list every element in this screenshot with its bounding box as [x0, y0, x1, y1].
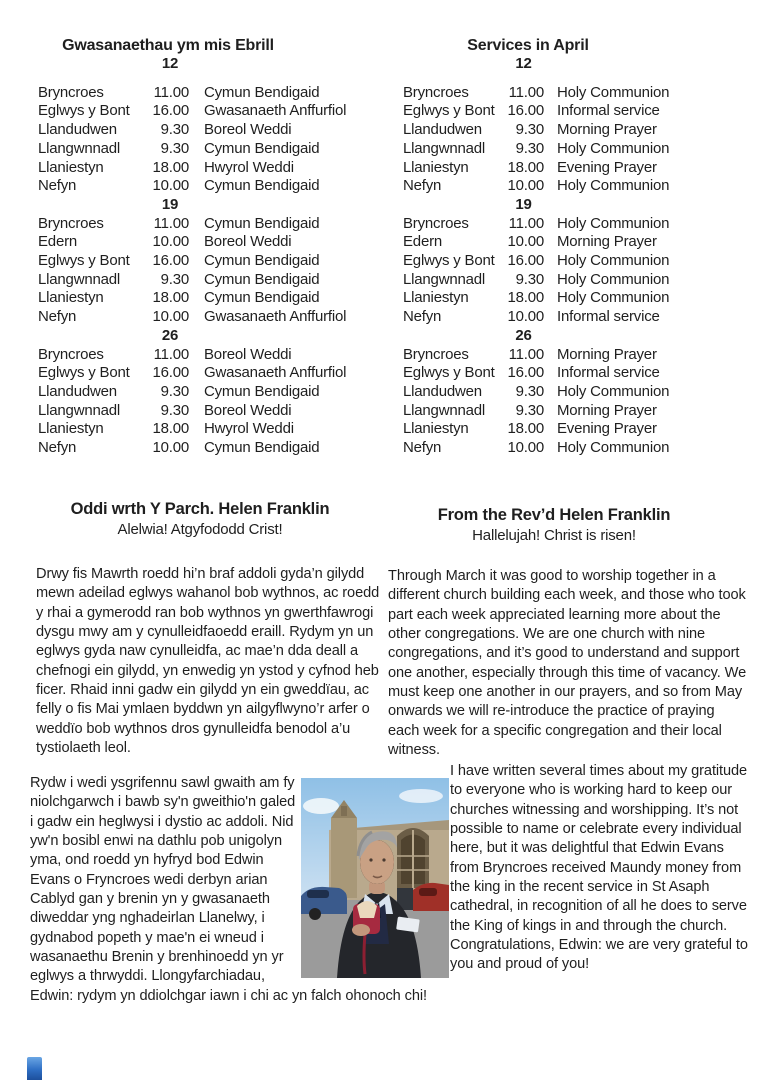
service-type: Evening Prayer [557, 420, 657, 438]
schedule-row [38, 420, 386, 439]
church-name: Nefyn [403, 439, 442, 457]
photo-illustration [301, 778, 449, 978]
church-name: Eglwys y Bont [403, 364, 495, 382]
church-name: Llandudwen [38, 121, 117, 139]
service-time: 18.00 [152, 420, 189, 438]
service-type: Cymun Bendigaid [204, 270, 320, 288]
date-spacer [403, 196, 503, 215]
english-paragraph-2: I have written several times about my gratitude to everyone who is working hard to keep our churches witnessing and worshipping. It’s not possible to name or celebrate every individual here, but it was delightful that Edwin Evans from Bryncroes received Maundy money from the king in the recent service in St Asaph cathedral, in recognition of all he does to serve the King of kings in and through the church. Congratulations, Edwin: we are very grateful to you and proud of you! [450, 763, 748, 973]
service-type: Boreol Weddi [204, 345, 292, 363]
schedule-date-header [403, 196, 751, 215]
service-type: Gwasanaeth Anffurfiol [204, 308, 347, 326]
schedule-row [403, 271, 751, 290]
service-time: 9.30 [515, 121, 544, 139]
service-type: Informal service [557, 308, 660, 326]
service-type: Holy Communion [557, 270, 670, 288]
english-schedule-title: Services in April [467, 37, 589, 54]
service-type: Evening Prayer [557, 158, 657, 176]
schedule-row [38, 346, 386, 365]
english-schedule [403, 36, 751, 458]
service-type: Holy Communion [557, 289, 670, 307]
date-number: 12 [161, 55, 179, 72]
schedule-row [403, 102, 751, 121]
service-type: Holy Communion [557, 252, 670, 270]
church-name: Llandudwen [403, 121, 482, 139]
service-type: Cymun Bendigaid [204, 177, 320, 195]
church-name: Llangwnnadl [38, 270, 121, 288]
schedule-row [403, 439, 751, 458]
welsh-letter-heading-block [38, 498, 362, 540]
church-name: Llangwnnadl [403, 401, 486, 419]
date-spacer [403, 55, 503, 74]
date-number: 19 [515, 195, 532, 213]
service-time: 18.00 [507, 158, 544, 176]
church-name: Eglwys y Bont [403, 102, 495, 120]
schedule-row [38, 102, 386, 121]
service-type: Hwyrol Weddi [204, 420, 294, 438]
schedule-row [38, 402, 386, 421]
schedule-date-header [403, 327, 751, 346]
service-time: 16.00 [507, 364, 544, 382]
welsh-paragraph-2-block [30, 774, 449, 1006]
service-time: 10.00 [507, 177, 544, 195]
service-time: 9.30 [515, 139, 544, 157]
schedule-row [403, 233, 751, 252]
schedule-row [38, 308, 386, 327]
service-type: Morning Prayer [557, 233, 657, 251]
schedule-date-header [403, 55, 751, 74]
service-time: 16.00 [152, 102, 189, 120]
service-type: Boreol Weddi [204, 401, 292, 419]
schedule-row [38, 121, 386, 140]
service-type: Cymun Bendigaid [204, 83, 320, 101]
schedule-row [38, 140, 386, 159]
church-name: Llandudwen [38, 382, 117, 400]
service-type: Cymun Bendigaid [204, 289, 320, 307]
church-name: Nefyn [403, 177, 442, 195]
schedule-row [38, 252, 386, 271]
church-name: Llaniestyn [403, 289, 469, 307]
service-type: Holy Communion [557, 439, 670, 457]
schedule-row [403, 383, 751, 402]
date-spacer [189, 55, 386, 74]
service-time: 11.00 [508, 345, 544, 363]
service-type: Cymun Bendigaid [204, 382, 320, 400]
church-name: Llandudwen [403, 382, 482, 400]
service-time: 11.00 [153, 214, 189, 232]
welsh-schedule [38, 36, 386, 458]
service-time: 10.00 [507, 233, 544, 251]
church-name: Nefyn [38, 439, 77, 457]
service-type: Boreol Weddi [204, 121, 292, 139]
service-time: 18.00 [507, 289, 544, 307]
service-time: 10.00 [507, 308, 544, 326]
schedule-row [38, 84, 386, 103]
church-name: Edern [38, 233, 78, 251]
service-time: 11.00 [153, 83, 189, 101]
service-time: 10.00 [152, 177, 189, 195]
service-time: 9.30 [160, 401, 189, 419]
service-type: Holy Communion [557, 139, 670, 157]
schedule-date-header [38, 55, 386, 74]
service-type: Cymun Bendigaid [204, 439, 320, 457]
welsh-letter-heading: Oddi wrth Y Parch. Helen Franklin [70, 500, 330, 518]
date-number: 12 [515, 55, 532, 72]
schedule-row [38, 215, 386, 234]
service-time: 18.00 [507, 420, 544, 438]
service-time: 10.00 [152, 439, 189, 457]
service-type: Informal service [557, 102, 660, 120]
date-spacer [544, 196, 751, 215]
schedule-row [38, 364, 386, 383]
schedule-row [403, 121, 751, 140]
service-time: 9.30 [515, 401, 544, 419]
church-name: Llaniestyn [38, 158, 104, 176]
service-type: Cymun Bendigaid [204, 214, 320, 232]
date-spacer [38, 196, 151, 215]
service-time: 9.30 [515, 270, 544, 288]
page-bottom-image-fragment [27, 1057, 42, 1080]
english-letter-heading: From the Rev’d Helen Franklin [437, 506, 671, 524]
schedule-date-header [38, 196, 386, 215]
church-name: Eglwys y Bont [403, 252, 495, 270]
church-name: Bryncroes [403, 345, 469, 363]
date-spacer [189, 196, 386, 215]
schedule-row [38, 159, 386, 178]
edwin-evans-photo [301, 778, 449, 978]
schedule-row [403, 308, 751, 327]
date-number: 26 [515, 326, 532, 344]
service-type: Holy Communion [557, 214, 670, 232]
service-time: 9.30 [515, 382, 544, 400]
schedule-row [403, 402, 751, 421]
english-letter-subheading: Hallelujah! Christ is risen! [472, 527, 636, 544]
church-name: Llangwnnadl [403, 270, 486, 288]
schedule-row [38, 271, 386, 290]
english-paragraph-1: Through March it was good to worship together in a different church building each week, and those who took part each week appreciated learning more about the other congregations. We are one church with nine congregations, and it’s good to understand and support one another, especially through this time of vacancy. We must keep one another in our prayers, and so from May onwards we will re-introduce the practice of praying each week for a specific congregation and their local witness. [388, 568, 747, 759]
welsh-schedule-groups [38, 55, 386, 458]
schedule-row [403, 364, 751, 383]
service-type: Gwasanaeth Anffurfiol [204, 102, 347, 120]
service-time: 16.00 [507, 252, 544, 270]
schedule-row [403, 420, 751, 439]
date-spacer [38, 55, 151, 74]
service-time: 9.30 [160, 382, 189, 400]
welsh-paragraph-2: Rydw i wedi ysgrifennu sawl gwaith am fy niolchgarwch i bawb sy'n gweithio'n galed i gadw ein heglwysi i dystio ac addoli. Nid yw'n bosibl enwi na dathlu pob unigolyn yma, ond roedd yn hyfryd bod Edwin Evans o Fryncroes wedi derbyn arian Cablyd gan y brenin yn y gwasanaeth diweddar yng nghadeirlan Llanelwy, i gydnabod popeth y mae'n ei wneud i wasanaethu Brenin y brenhinoedd yn yr eglwys a thrwyddi. Llongyfarchiadau, Edwin: rydym yn ddiolchgar iawn i chi ac yn falch ohonoch chi! [30, 775, 427, 1004]
english-letter-heading-block [403, 504, 705, 546]
church-name: Llangwnnadl [403, 139, 486, 157]
schedule-row [38, 233, 386, 252]
schedule-row [403, 177, 751, 196]
schedule-row [403, 159, 751, 178]
service-type: Gwasanaeth Anffurfiol [204, 364, 347, 382]
english-schedule-groups [403, 55, 751, 458]
service-time: 9.30 [160, 121, 189, 139]
church-name: Llaniestyn [403, 420, 469, 438]
church-name: Bryncroes [38, 214, 104, 232]
service-type: Holy Communion [557, 382, 670, 400]
church-name: Bryncroes [38, 345, 104, 363]
date-spacer [544, 327, 751, 346]
date-spacer [403, 327, 503, 346]
service-time: 11.00 [153, 345, 189, 363]
church-name: Eglwys y Bont [38, 364, 130, 382]
service-type: Hwyrol Weddi [204, 158, 294, 176]
schedule-row [403, 346, 751, 365]
service-time: 18.00 [152, 158, 189, 176]
service-time: 10.00 [152, 233, 189, 251]
schedule-row [38, 177, 386, 196]
date-spacer [38, 327, 151, 346]
service-time: 18.00 [152, 289, 189, 307]
date-spacer [189, 327, 386, 346]
church-name: Nefyn [38, 308, 77, 326]
date-spacer [544, 55, 751, 74]
schedule-row [38, 383, 386, 402]
service-type: Holy Communion [557, 177, 670, 195]
service-time: 11.00 [508, 83, 544, 101]
service-time: 11.00 [508, 214, 544, 232]
schedule-row [38, 439, 386, 458]
service-type: Boreol Weddi [204, 233, 292, 251]
date-number: 26 [161, 326, 179, 344]
schedule-row [403, 215, 751, 234]
schedule-row [403, 84, 751, 103]
welsh-paragraph-1: Drwy fis Mawrth roedd hi’n braf addoli gyda’n gilydd mewn adeilad eglwys wahanol bob wythnos, ac roedd y rhai a gymerodd ran bob wythnos yn gwerthfawrogi dysgu mwy am y cynulleidfaoedd eraill. Rydym yn un eglwys gyda naw cynulleidfa, ac mae’n dda deall a chefnogi ein gilydd, yn enwedig yn ystod y cyfnod heb ficer. Rhaid inni gadw ein gilydd yn ein gweddïau, ac felly o fis Mai ymlaen byddwn yn ailgyflwyno’r arfer o weddïo bob wythnos dros gynulleidfa benodol a’u tystiolaeth leol. [36, 566, 380, 757]
service-type: Holy Communion [557, 83, 670, 101]
church-name: Eglwys y Bont [38, 102, 130, 120]
service-type: Morning Prayer [557, 401, 657, 419]
church-name: Bryncroes [403, 83, 469, 101]
church-name: Llangwnnadl [38, 139, 121, 157]
schedule-row [403, 252, 751, 271]
date-number: 19 [161, 195, 179, 213]
service-time: 16.00 [152, 252, 189, 270]
church-name: Bryncroes [403, 214, 469, 232]
welsh-letter-subheading: Alelwia! Atgyfododd Crist! [117, 521, 283, 538]
church-name: Llaniestyn [38, 420, 104, 438]
service-time: 16.00 [152, 364, 189, 382]
church-name: Llaniestyn [38, 289, 104, 307]
service-type: Cymun Bendigaid [204, 139, 320, 157]
church-name: Llaniestyn [403, 158, 469, 176]
schedule-row [38, 289, 386, 308]
service-time: 9.30 [160, 139, 189, 157]
schedule-date-header [38, 327, 386, 346]
church-name: Bryncroes [38, 83, 104, 101]
church-name: Edern [403, 233, 443, 251]
service-type: Morning Prayer [557, 121, 657, 139]
church-name: Nefyn [403, 308, 442, 326]
church-name: Nefyn [38, 177, 77, 195]
service-type: Informal service [557, 364, 660, 382]
church-name: Eglwys y Bont [38, 252, 130, 270]
church-name: Llangwnnadl [38, 401, 121, 419]
welsh-schedule-title: Gwasanaethau ym mis Ebrill [62, 37, 274, 54]
service-time: 10.00 [152, 308, 189, 326]
schedule-row [403, 140, 751, 159]
schedule-row [403, 289, 751, 308]
service-type: Cymun Bendigaid [204, 252, 320, 270]
service-time: 9.30 [160, 270, 189, 288]
service-time: 10.00 [507, 439, 544, 457]
service-type: Morning Prayer [557, 345, 657, 363]
service-time: 16.00 [507, 102, 544, 120]
